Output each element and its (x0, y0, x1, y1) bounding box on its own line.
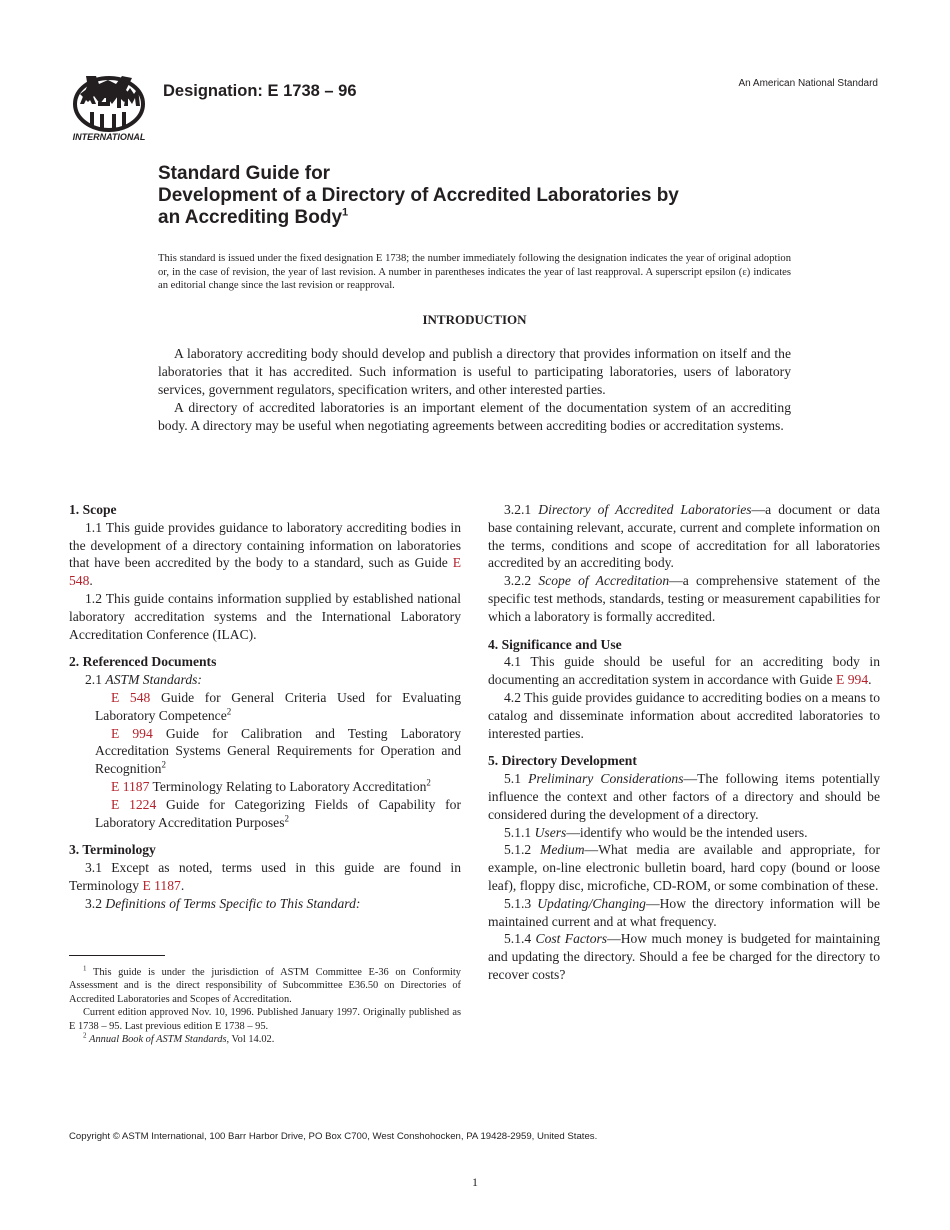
introduction-heading: INTRODUCTION (422, 312, 527, 327)
link-e1187[interactable]: E 1187 (142, 877, 181, 893)
logo-text: INTERNATIONAL (72, 132, 146, 142)
paragraph-5-1-1: 5.1.1 Users—identify who would be the intended users. (504, 824, 808, 840)
copyright: Copyright © ASTM International, 100 Barr Harbor Drive, PO Box C700, West Conshohocken, PA 19428-2959, United States. (69, 1131, 598, 1142)
paragraph-2-1: 2.1 ASTM Standards: (85, 672, 202, 688)
paragraph-5-1: 5.1 Preliminary Considerations—The following items potentially influence the context and other factors of a directory and should be considered during the development of a directory. (488, 771, 881, 822)
link-e994[interactable]: E 994 (111, 725, 153, 741)
paragraph-4-1: 4.1 This guide should be useful for an accrediting body in documenting an accreditation system in accordance with Guide E 994. (488, 654, 880, 688)
reference-item: E 1187 Terminology Relating to Laboratory Accreditation$^2$ (111, 777, 431, 794)
link-e994[interactable]: E 994 (836, 672, 869, 688)
standard-type: An American National Standard (738, 78, 878, 89)
introduction-paragraph: A directory of accredited laboratories is an important element of the documentation system of an accrediting body. A directory may be useful when negotiating agreements between accrediting bodies or accreditation systems. (158, 400, 791, 433)
section-heading-terminology: 3. Terminology (69, 842, 156, 858)
paragraph-3-2-1: 3.2.1 Directory of Accredited Laboratories—a document or data base containing relevant, accurate, current and complete information on the terms, conditions and scope of accreditation for all laboratories accredited by an accrediting body. (488, 502, 880, 571)
designation: Designation: E 1738 – 96 (163, 82, 357, 100)
left-column (69, 501, 461, 913)
section-heading-scope: 1. Scope (69, 502, 117, 517)
introduction-paragraph: A laboratory accrediting body should develop and publish a directory that provides information on itself and the laboratories that it has accredited. Such information is useful to participating laboratories, users of laboratory services, government regulators, specification writers, and other interested parties. (158, 346, 791, 397)
introduction-body (158, 345, 791, 435)
reference-item: E 994 Guide for Calibration and Testing Laboratory Accreditation Systems General Requirements for Operation and Recognition$^2$ (95, 725, 461, 777)
link-e1224[interactable]: E 1224 (111, 796, 157, 812)
reference-item: E 1224 Guide for Categorizing Fields of Capability for Laboratory Accreditation Purposes$^2$ (95, 796, 461, 830)
reference-item: E 548 Guide for General Criteria Used for Evaluating Laboratory Competence$^2$ (95, 689, 461, 723)
paragraph-3-1: 3.1 Except as noted, terms used in this guide are found in Terminology E 1187. (69, 860, 461, 893)
link-e548[interactable]: E 548 (69, 555, 461, 589)
astm-logo (66, 74, 152, 144)
paragraph-4-2: 4.2 This guide provides guidance to accrediting bodies on a means to catalog and disseminate information about accredited laboratories to interested parties. (488, 689, 880, 741)
footnote-divider (69, 955, 165, 956)
paragraph-5-1-2: 5.1.2 Medium—What media are available and appropriate, for example, on-line electronic bulletin board, hard copy (bound or loose leaf), floppy disc, microfiche, CD-ROM, or some combination of these. (488, 842, 881, 893)
paragraph-3-2-2: 3.2.2 Scope of Accreditation—a comprehensive statement of the specific test methods, standards, testing or measurement capabilities for which a laboratory is formally accredited. (488, 573, 880, 624)
page-number: 1 (472, 1175, 478, 1189)
section-heading-significance: 4. Significance and Use (488, 636, 622, 652)
footnote-1-edition: Current edition approved Nov. 10, 1996. Published January 1997. Originally published as E 1738 – 95. Last previous edition E 1738 – 95. (69, 1007, 461, 1032)
paragraph-3-2: 3.2 Definitions of Terms Specific to This Standard: (85, 895, 361, 911)
link-e1187[interactable]: E 1187 (111, 778, 150, 794)
title-line-1: Standard Guide for (158, 163, 331, 184)
paragraph-5-1-3: 5.1.3 Updating/Changing—How the directory information will be maintained current and at what frequency. (488, 895, 880, 929)
designation-notice: This standard is issued under the fixed designation E 1738; the number immediately following the designation indicates the year of original adoption or, in the case of revision, the year of last revision. A number in parentheses indicates the year of last reapproval. A superscript epsilon (ε) indicates an editorial change since the last revision or reapproval. (158, 253, 791, 291)
document-title (158, 163, 858, 229)
title-footnote-mark: 1 (342, 206, 349, 219)
paragraph-1-1: 1.1 This guide provides guidance to laboratory accrediting bodies in the development of a directory containing information on laboratories that have been accredited by the body to a standard, such as Guide E 548. (69, 519, 461, 589)
paragraph-5-1-4: 5.1.4 Cost Factors—How much money is budgeted for maintaining and updating the directory. Should a fee be charged for the directory to recover costs? (488, 931, 881, 982)
footnotes (69, 966, 461, 1046)
title-line-2: Development of a Directory of Accredited Laboratories by (158, 185, 679, 206)
right-column (488, 501, 880, 984)
link-e548[interactable]: E 548 (111, 689, 151, 705)
paragraph-1-2: 1.2 This guide contains information supplied by established national laboratory accreditation systems and the International Laboratory Accreditation Conference (ILAC). (69, 590, 461, 642)
section-heading-referenced-documents: 2. Referenced Documents (69, 654, 217, 670)
footnote-2: $^2$ Annual Book of ASTM Standards, Vol 14.02. (83, 1031, 275, 1046)
title-line-3: an Accrediting Body (158, 207, 343, 228)
footnote-1: $^1$ This guide is under the jurisdiction of ASTM Committee E-36 on Conformity Assessment and is the direct responsibility of Subcommittee E36.50 on Directories of Accredited Laboratories and Scopes of Accreditation. (69, 964, 461, 1005)
section-heading-directory-development: 5. Directory Development (488, 753, 637, 769)
